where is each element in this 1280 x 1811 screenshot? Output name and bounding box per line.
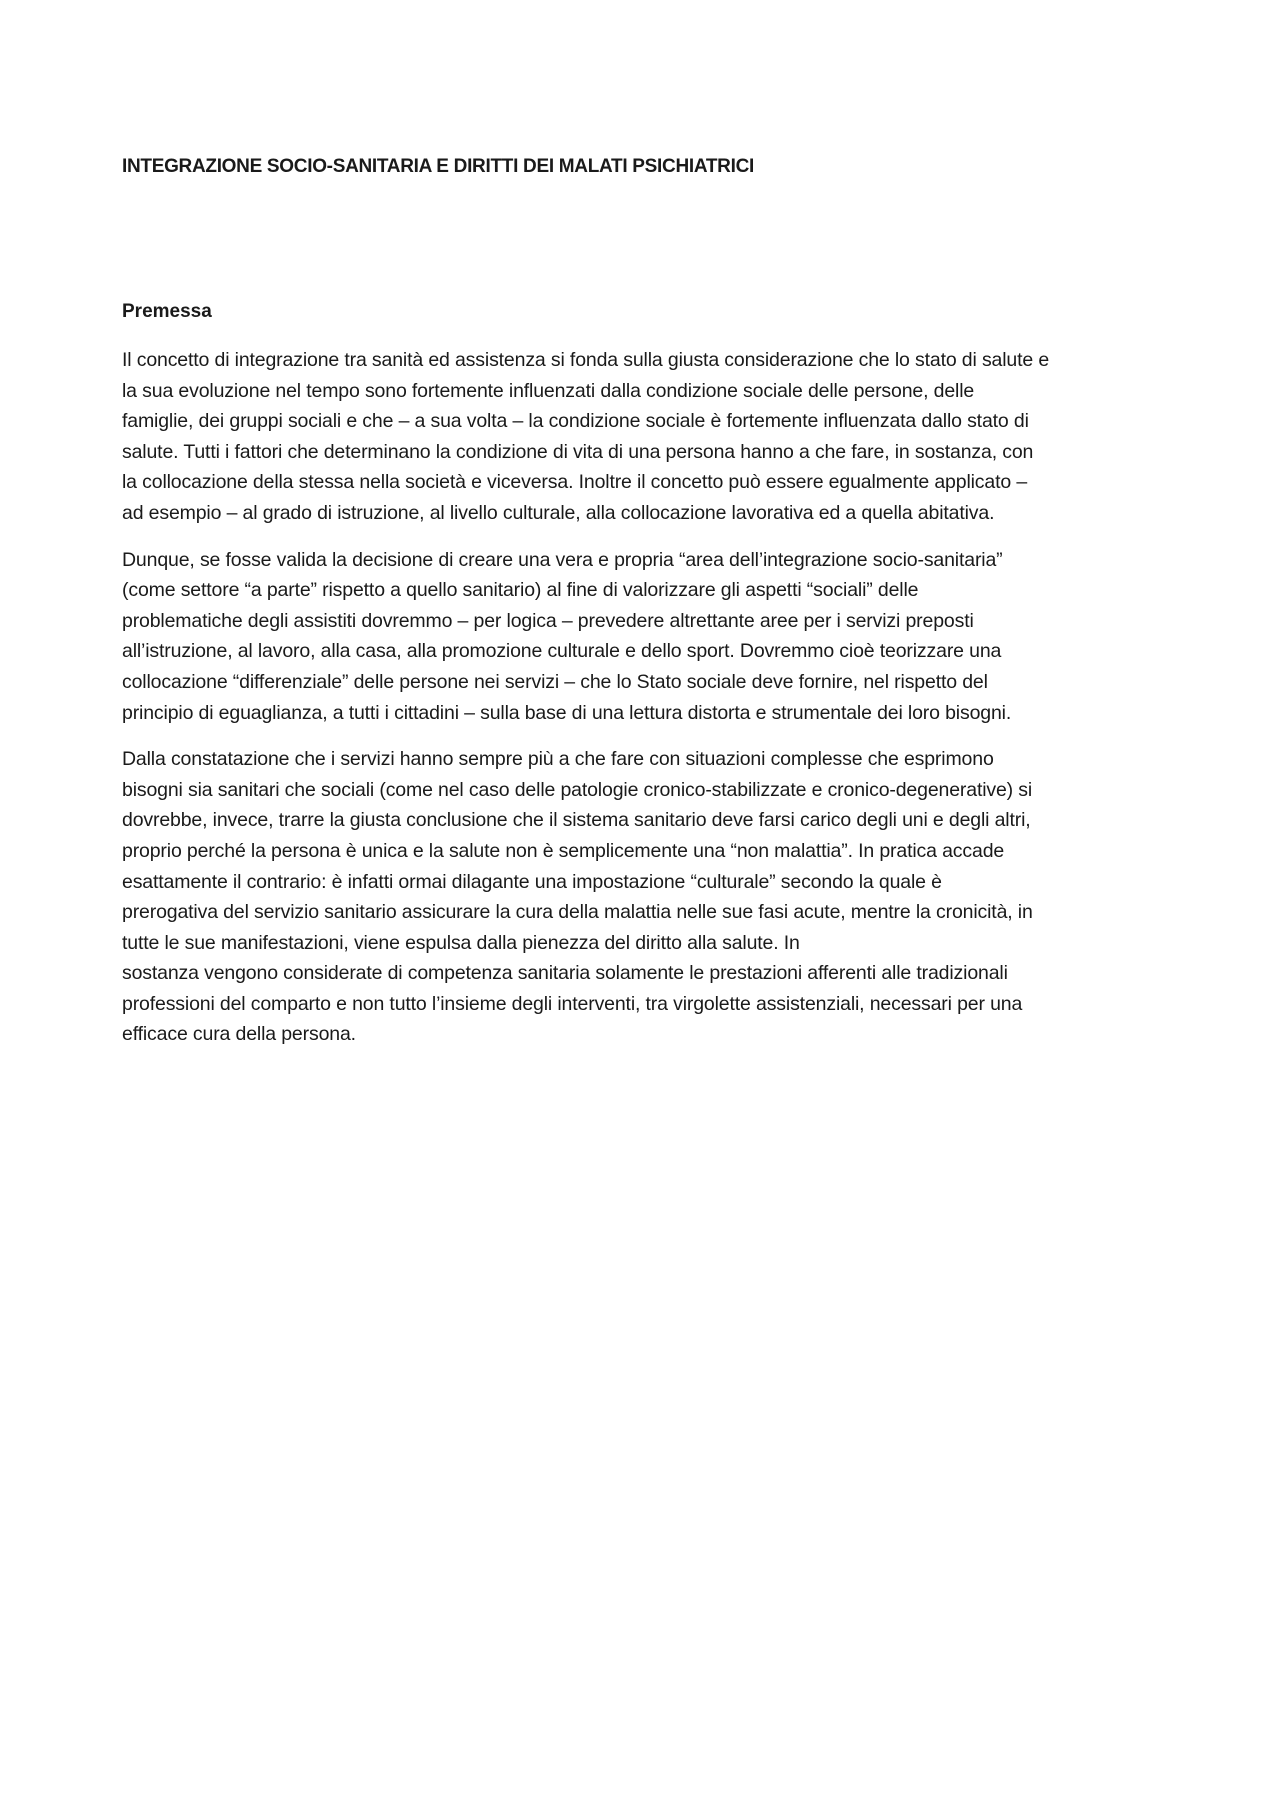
paragraph-line: prerogativa del servizio sanitario assicurare la cura della malattia nelle sue fasi acute, mentre la cronicità, in: [122, 901, 1033, 924]
document-body: [122, 345, 1167, 1066]
paragraph-line: la sua evoluzione nel tempo sono fortemente influenzati dalla condizione sociale delle persone, delle: [122, 379, 975, 402]
paragraph-line: salute. Tutti i fattori che determinano la condizione di vita di una persona hanno a che fare, in sostanza, con: [122, 440, 1034, 463]
paragraph-line: bisogni sia sanitari che sociali (come nel caso delle patologie cronico-stabilizzate e cronico-degenerative) si: [122, 778, 1033, 801]
paragraph-line: Il concetto di integrazione tra sanità ed assistenza si fonda sulla giusta considerazione che lo stato di salute e: [122, 349, 1050, 371]
paragraph-line: professioni del comparto e non tutto l’insieme degli interventi, tra virgolette assistenziali, necessari per una: [122, 992, 1023, 1015]
paragraph-line: collocazione “differenziale” delle persone nei servizi – che lo Stato sociale deve fornire, nel rispetto del: [122, 670, 988, 693]
paragraph-1: [122, 345, 1167, 529]
paragraph-line: all’istruzione, al lavoro, alla casa, alla promozione culturale e dello sport. Dovremmo cioè teorizzare una: [122, 640, 1002, 663]
paragraph-line: la collocazione della stessa nella società e viceversa. Inoltre il concetto può essere egualmente applicato –: [122, 471, 1028, 494]
paragraph-line: esattamente il contrario: è infatti ormai dilagante una impostazione “culturale” secondo la quale è: [122, 870, 942, 893]
paragraph-3: [122, 744, 1167, 1050]
paragraph-line: problematiche degli assistiti dovremmo – per logica – prevedere altrettante aree per i servizi preposti: [122, 609, 974, 632]
section-heading: Premessa: [122, 301, 212, 322]
paragraph-line: dovrebbe, invece, trarre la giusta conclusione che il sistema sanitario deve farsi carico degli uni e degli altri,: [122, 809, 1031, 832]
paragraph-line: Dalla constatazione che i servizi hanno sempre più a che fare con situazioni complesse che esprimono: [122, 748, 994, 771]
paragraph-line: Dunque, se fosse valida la decisione di creare una vera e propria “area dell’integrazione socio-sanitaria”: [122, 548, 1003, 571]
paragraph-line: principio di eguaglianza, a tutti i cittadini – sulla base di una lettura distorta e strumentale dei loro bisogni.: [122, 701, 1012, 724]
paragraph-line: efficace cura della persona.: [122, 1023, 356, 1046]
paragraph-line: tutte le sue manifestazioni, viene espulsa dalla pienezza del diritto alla salute. In: [122, 931, 800, 954]
paragraph-line: (come settore “a parte” rispetto a quello sanitario) al fine di valorizzare gli aspetti “sociali” delle: [122, 579, 919, 602]
paragraph-line: sostanza vengono considerate di competenza sanitaria solamente le prestazioni afferenti alle tradizionali: [122, 962, 1008, 985]
paragraph-line: proprio perché la persona è unica e la salute non è semplicemente una “non malattia”. In pratica accade: [122, 839, 1005, 862]
paragraph-line: famiglie, dei gruppi sociali e che – a sua volta – la condizione sociale è fortemente influenzata dallo stato di: [122, 410, 1029, 433]
document-title: INTEGRAZIONE SOCIO-SANITARIA E DIRITTI DEI MALATI PSICHIATRICI: [122, 156, 754, 177]
paragraph-line: ad esempio – al grado di istruzione, al livello culturale, alla collocazione lavorativa ed a quella abitativa.: [122, 501, 995, 524]
paragraph-2: [122, 545, 1167, 729]
